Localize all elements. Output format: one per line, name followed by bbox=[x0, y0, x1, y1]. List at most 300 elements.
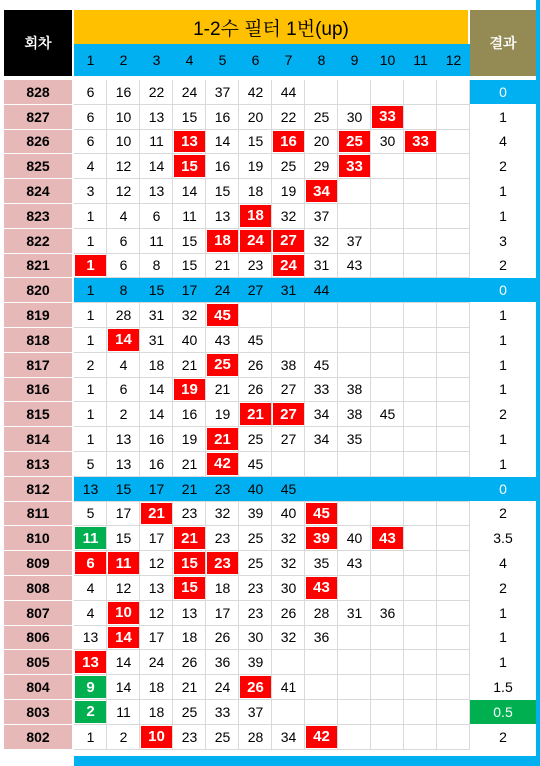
result-value: 4 bbox=[499, 133, 507, 150]
grid-line bbox=[172, 378, 173, 403]
number-cell bbox=[305, 452, 338, 476]
number-cell: 45 bbox=[280, 480, 297, 497]
number-cell: 11 bbox=[116, 703, 131, 720]
number-cell: 24 bbox=[273, 255, 304, 277]
number-cell bbox=[371, 254, 404, 278]
number-cell: 13 bbox=[148, 108, 165, 125]
number-cell: 25 bbox=[313, 108, 330, 125]
round-number: 805 bbox=[4, 650, 72, 674]
result-value: 1 bbox=[499, 629, 507, 646]
number-cell bbox=[404, 700, 437, 724]
number-cell: 13 bbox=[75, 651, 106, 673]
number-cell bbox=[404, 229, 437, 253]
number-cell bbox=[338, 650, 371, 674]
round-number: 813 bbox=[4, 452, 72, 476]
number-cell: 38 bbox=[346, 406, 363, 423]
number-cell bbox=[371, 502, 404, 526]
number-cell bbox=[371, 650, 404, 674]
result-value: 1 bbox=[499, 604, 507, 621]
grid-line bbox=[403, 130, 404, 155]
round-number: 819 bbox=[4, 303, 72, 327]
number-cell bbox=[371, 154, 404, 178]
number-cell bbox=[371, 477, 404, 501]
number-cell: 32 bbox=[280, 555, 297, 572]
number-cell: 31 bbox=[148, 307, 165, 324]
number-cell: 31 bbox=[148, 331, 165, 348]
number-cell bbox=[437, 551, 470, 575]
number-cell bbox=[338, 452, 371, 476]
number-cell bbox=[371, 700, 404, 724]
number-cell: 5 bbox=[86, 455, 95, 472]
number-cell: 32 bbox=[214, 505, 231, 522]
number-cell: 15 bbox=[174, 552, 205, 574]
number-cell bbox=[338, 204, 371, 228]
number-cell: 18 bbox=[207, 230, 238, 252]
number-cell: 13 bbox=[82, 480, 99, 497]
result-value: 3.5 bbox=[493, 530, 513, 547]
grid-line bbox=[271, 130, 272, 155]
number-cell bbox=[404, 80, 437, 104]
number-cell: 40 bbox=[247, 480, 264, 497]
result-value: 0.5 bbox=[470, 700, 536, 724]
round-number: 823 bbox=[4, 204, 72, 228]
number-cell: 1 bbox=[86, 232, 95, 249]
number-cell bbox=[437, 576, 470, 600]
result-value: 2 bbox=[499, 728, 507, 745]
grid-line bbox=[205, 353, 206, 378]
grid-line bbox=[238, 402, 239, 427]
number-cell: 2 bbox=[119, 406, 128, 423]
number-cell: 36 bbox=[214, 654, 231, 671]
number-cell: 35 bbox=[313, 555, 330, 572]
number-cell: 15 bbox=[181, 232, 198, 249]
number-cell: 5 bbox=[86, 505, 95, 522]
number-cell: 21 bbox=[181, 679, 198, 696]
number-cell: 40 bbox=[346, 530, 363, 547]
number-cell: 21 bbox=[240, 403, 271, 425]
number-cell: 19 bbox=[214, 406, 231, 423]
number-cell: 26 bbox=[240, 676, 271, 698]
number-cell bbox=[338, 502, 371, 526]
number-cell: 13 bbox=[148, 579, 165, 596]
number-cell: 6 bbox=[75, 552, 106, 574]
number-cell: 38 bbox=[280, 356, 297, 373]
number-cell: 15 bbox=[174, 155, 205, 177]
number-cell: 4 bbox=[119, 207, 128, 224]
grid-line bbox=[205, 551, 206, 576]
number-cell: 27 bbox=[273, 403, 304, 425]
number-cell: 29 bbox=[313, 158, 330, 175]
number-cell: 34 bbox=[313, 406, 330, 423]
column-header: 6 bbox=[239, 44, 272, 76]
number-cell: 16 bbox=[148, 431, 165, 448]
number-cell bbox=[404, 626, 437, 650]
number-cell: 1 bbox=[75, 255, 106, 277]
number-cell bbox=[404, 551, 437, 575]
result-value: 1 bbox=[499, 431, 507, 448]
number-cell bbox=[371, 576, 404, 600]
result-value: 1 bbox=[499, 654, 507, 671]
grid-line bbox=[304, 576, 305, 601]
number-cell: 31 bbox=[280, 282, 297, 299]
number-cell: 23 bbox=[214, 530, 231, 547]
number-cell: 24 bbox=[214, 282, 231, 299]
column-header: 11 bbox=[404, 44, 437, 76]
number-cell: 13 bbox=[115, 431, 132, 448]
round-number: 808 bbox=[4, 576, 72, 600]
number-cell bbox=[371, 229, 404, 253]
number-cell bbox=[437, 278, 470, 302]
number-cell bbox=[437, 130, 470, 154]
number-cell: 36 bbox=[313, 629, 330, 646]
number-cell: 25 bbox=[181, 703, 198, 720]
number-cell: 24 bbox=[214, 679, 231, 696]
number-cell bbox=[404, 477, 437, 501]
number-cell bbox=[437, 675, 470, 699]
column-header: 1 bbox=[74, 44, 107, 76]
grid-line bbox=[271, 254, 272, 279]
number-cell: 25 bbox=[247, 431, 264, 448]
number-cell: 32 bbox=[280, 629, 297, 646]
number-cell bbox=[437, 105, 470, 129]
number-cell: 34 bbox=[306, 180, 337, 202]
round-number: 816 bbox=[4, 378, 72, 402]
number-cell: 45 bbox=[379, 406, 396, 423]
grid-line bbox=[172, 576, 173, 601]
round-number: 818 bbox=[4, 328, 72, 352]
result-header: 결과 bbox=[470, 10, 536, 76]
number-cell bbox=[272, 650, 305, 674]
number-cell: 14 bbox=[181, 183, 198, 200]
number-cell: 42 bbox=[207, 453, 238, 475]
number-cell: 30 bbox=[379, 133, 396, 150]
number-cell bbox=[338, 477, 371, 501]
column-header: 8 bbox=[305, 44, 338, 76]
number-cell: 24 bbox=[240, 230, 271, 252]
number-cell bbox=[305, 650, 338, 674]
number-cell: 43 bbox=[214, 331, 231, 348]
number-cell bbox=[437, 626, 470, 650]
number-cell: 2 bbox=[75, 701, 106, 723]
round-number: 807 bbox=[4, 601, 72, 625]
number-cell bbox=[371, 353, 404, 377]
number-cell bbox=[371, 80, 404, 104]
number-cell: 24 bbox=[181, 83, 198, 100]
number-cell: 43 bbox=[346, 257, 363, 274]
number-cell: 11 bbox=[149, 232, 164, 249]
number-cell bbox=[437, 353, 470, 377]
number-cell: 3 bbox=[86, 183, 95, 200]
number-cell: 32 bbox=[280, 530, 297, 547]
number-cell: 32 bbox=[280, 207, 297, 224]
number-cell: 23 bbox=[181, 505, 198, 522]
number-cell bbox=[338, 278, 371, 302]
round-number: 824 bbox=[4, 179, 72, 203]
number-cell bbox=[404, 303, 437, 327]
number-cell: 1 bbox=[86, 207, 95, 224]
number-cell: 20 bbox=[247, 108, 264, 125]
number-cell: 45 bbox=[306, 503, 337, 525]
number-cell bbox=[371, 204, 404, 228]
number-cell: 11 bbox=[182, 207, 197, 224]
number-cell bbox=[404, 601, 437, 625]
number-cell: 6 bbox=[86, 133, 95, 150]
number-cell: 13 bbox=[82, 629, 99, 646]
number-cell bbox=[371, 378, 404, 402]
round-number: 827 bbox=[4, 105, 72, 129]
number-cell: 23 bbox=[247, 579, 264, 596]
number-cell bbox=[437, 378, 470, 402]
result-value: 2 bbox=[499, 505, 507, 522]
number-cell: 45 bbox=[247, 331, 264, 348]
grid-line bbox=[370, 526, 371, 551]
number-cell bbox=[437, 229, 470, 253]
grid-line bbox=[172, 154, 173, 179]
number-cell bbox=[404, 576, 437, 600]
number-cell bbox=[338, 725, 371, 749]
number-cell: 36 bbox=[379, 604, 396, 621]
grid-line bbox=[106, 601, 107, 626]
number-cell: 15 bbox=[174, 577, 205, 599]
result-value: 3 bbox=[499, 232, 507, 249]
number-cell bbox=[371, 551, 404, 575]
number-cell: 18 bbox=[148, 703, 165, 720]
number-cell: 4 bbox=[86, 579, 95, 596]
number-cell: 25 bbox=[214, 728, 231, 745]
grid-line bbox=[271, 229, 272, 254]
number-cell: 8 bbox=[152, 257, 161, 274]
number-cell: 25 bbox=[339, 131, 370, 153]
grid-line bbox=[205, 229, 206, 254]
number-cell bbox=[371, 179, 404, 203]
number-cell: 18 bbox=[214, 579, 231, 596]
number-cell bbox=[338, 303, 371, 327]
column-header: 5 bbox=[206, 44, 239, 76]
grid-line bbox=[172, 526, 173, 551]
column-header: 10 bbox=[371, 44, 404, 76]
number-cell: 12 bbox=[148, 604, 165, 621]
number-cell: 19 bbox=[247, 158, 264, 175]
number-cell: 21 bbox=[207, 428, 238, 450]
number-cell: 21 bbox=[181, 455, 198, 472]
number-cell bbox=[404, 328, 437, 352]
number-cell: 14 bbox=[148, 381, 165, 398]
result-value: 2 bbox=[499, 158, 507, 175]
round-number: 826 bbox=[4, 130, 72, 154]
number-cell: 38 bbox=[346, 381, 363, 398]
number-cell bbox=[437, 402, 470, 426]
number-cell bbox=[404, 378, 437, 402]
number-cell: 15 bbox=[214, 183, 231, 200]
number-cell bbox=[338, 353, 371, 377]
number-cell: 44 bbox=[280, 83, 297, 100]
number-cell: 26 bbox=[247, 356, 264, 373]
result-value: 1 bbox=[499, 455, 507, 472]
number-cell: 2 bbox=[119, 728, 128, 745]
number-cell: 15 bbox=[148, 282, 165, 299]
number-cell bbox=[437, 601, 470, 625]
round-number: 828 bbox=[4, 80, 72, 104]
number-cell bbox=[437, 328, 470, 352]
number-cell: 28 bbox=[115, 307, 132, 324]
number-cell: 8 bbox=[119, 282, 128, 299]
number-cell: 25 bbox=[247, 530, 264, 547]
number-cell: 43 bbox=[306, 577, 337, 599]
result-value: 1 bbox=[499, 331, 507, 348]
number-cell: 14 bbox=[115, 679, 132, 696]
number-cell: 19 bbox=[181, 431, 198, 448]
number-cell: 26 bbox=[181, 654, 198, 671]
number-cell: 1 bbox=[86, 307, 95, 324]
number-cell bbox=[305, 80, 338, 104]
result-value: 1 bbox=[499, 207, 507, 224]
number-cell: 12 bbox=[148, 555, 165, 572]
number-cell: 23 bbox=[214, 480, 231, 497]
number-cell bbox=[404, 502, 437, 526]
number-cell: 18 bbox=[181, 629, 198, 646]
grid-line bbox=[238, 204, 239, 229]
number-cell: 11 bbox=[149, 133, 164, 150]
round-number: 804 bbox=[4, 675, 72, 699]
number-cell: 1 bbox=[86, 431, 95, 448]
number-cell bbox=[371, 626, 404, 650]
round-number: 822 bbox=[4, 229, 72, 253]
result-value: 1 bbox=[499, 307, 507, 324]
result-value: 4 bbox=[499, 555, 507, 572]
column-header: 9 bbox=[338, 44, 371, 76]
number-cell: 22 bbox=[280, 108, 297, 125]
number-cell: 44 bbox=[313, 282, 330, 299]
number-cell: 39 bbox=[247, 505, 264, 522]
number-cell: 4 bbox=[86, 604, 95, 621]
number-cell: 28 bbox=[313, 604, 330, 621]
number-cell: 15 bbox=[115, 530, 132, 547]
number-cell: 45 bbox=[207, 304, 238, 326]
number-cell: 43 bbox=[346, 555, 363, 572]
number-cell: 18 bbox=[240, 205, 271, 227]
column-header: 3 bbox=[140, 44, 173, 76]
number-cell bbox=[404, 675, 437, 699]
number-cell: 32 bbox=[181, 307, 198, 324]
number-cell: 1 bbox=[86, 282, 95, 299]
number-cell: 14 bbox=[115, 654, 132, 671]
number-cell: 21 bbox=[141, 503, 172, 525]
number-cell: 18 bbox=[247, 183, 264, 200]
number-cell bbox=[404, 204, 437, 228]
number-cell: 33 bbox=[405, 131, 436, 153]
number-cell: 34 bbox=[280, 728, 297, 745]
number-cell: 20 bbox=[313, 133, 330, 150]
number-cell bbox=[272, 328, 305, 352]
number-cell bbox=[305, 477, 338, 501]
number-cell: 16 bbox=[115, 83, 132, 100]
result-value: 0 bbox=[470, 477, 536, 501]
number-cell: 27 bbox=[273, 230, 304, 252]
number-cell: 14 bbox=[148, 158, 165, 175]
round-number: 815 bbox=[4, 402, 72, 426]
column-header: 12 bbox=[437, 44, 470, 76]
number-cell bbox=[338, 179, 371, 203]
number-cell: 6 bbox=[119, 232, 128, 249]
number-cell: 10 bbox=[141, 726, 172, 748]
number-cell: 37 bbox=[247, 703, 264, 720]
number-cell bbox=[404, 650, 437, 674]
number-cell: 33 bbox=[339, 155, 370, 177]
number-cell: 42 bbox=[306, 726, 337, 748]
number-cell: 10 bbox=[115, 133, 132, 150]
number-cell: 14 bbox=[214, 133, 231, 150]
number-cell: 33 bbox=[372, 106, 403, 128]
number-cell: 30 bbox=[247, 629, 264, 646]
number-cell: 21 bbox=[181, 356, 198, 373]
grid-line bbox=[172, 130, 173, 155]
number-cell bbox=[371, 427, 404, 451]
round-header: 회차 bbox=[4, 10, 72, 76]
number-cell: 17 bbox=[214, 604, 231, 621]
round-number: 809 bbox=[4, 551, 72, 575]
column-header: 4 bbox=[173, 44, 206, 76]
sheet-title: 1-2수 필터 1번(up) bbox=[74, 10, 468, 44]
result-value: 1 bbox=[499, 183, 507, 200]
number-cell: 12 bbox=[115, 579, 132, 596]
grid-line bbox=[370, 105, 371, 130]
grid-line bbox=[238, 229, 239, 254]
grid-line bbox=[304, 725, 305, 750]
number-cell: 13 bbox=[115, 455, 132, 472]
number-cell bbox=[404, 452, 437, 476]
round-number: 814 bbox=[4, 427, 72, 451]
number-cell: 21 bbox=[181, 480, 198, 497]
grid-line bbox=[304, 502, 305, 527]
number-cell: 14 bbox=[108, 627, 139, 649]
number-cell: 11 bbox=[75, 527, 106, 549]
result-value: 2 bbox=[499, 579, 507, 596]
number-cell bbox=[404, 254, 437, 278]
number-cell bbox=[437, 477, 470, 501]
round-number: 812 bbox=[4, 477, 72, 501]
grid-line bbox=[205, 303, 206, 328]
number-cell: 37 bbox=[214, 83, 231, 100]
number-cell: 21 bbox=[214, 381, 231, 398]
round-number: 806 bbox=[4, 626, 72, 650]
number-cell: 14 bbox=[148, 406, 165, 423]
round-number: 810 bbox=[4, 526, 72, 550]
number-cell: 10 bbox=[108, 602, 139, 624]
number-cell bbox=[305, 328, 338, 352]
number-cell: 6 bbox=[119, 381, 128, 398]
number-cell bbox=[272, 700, 305, 724]
number-cell: 13 bbox=[148, 183, 165, 200]
round-number: 802 bbox=[4, 725, 72, 749]
number-cell bbox=[338, 675, 371, 699]
number-cell bbox=[404, 278, 437, 302]
number-cell: 45 bbox=[247, 455, 264, 472]
number-cell bbox=[404, 725, 437, 749]
grid-line bbox=[271, 402, 272, 427]
number-cell bbox=[437, 502, 470, 526]
number-cell: 34 bbox=[313, 431, 330, 448]
number-cell: 6 bbox=[86, 83, 95, 100]
number-cell: 27 bbox=[280, 431, 297, 448]
number-cell bbox=[371, 452, 404, 476]
number-cell: 9 bbox=[75, 676, 106, 698]
round-number: 803 bbox=[4, 700, 72, 724]
number-cell: 17 bbox=[181, 282, 198, 299]
number-cell: 37 bbox=[313, 207, 330, 224]
result-value: 2 bbox=[499, 406, 507, 423]
result-value: 1 bbox=[499, 356, 507, 373]
number-cell: 6 bbox=[119, 257, 128, 274]
